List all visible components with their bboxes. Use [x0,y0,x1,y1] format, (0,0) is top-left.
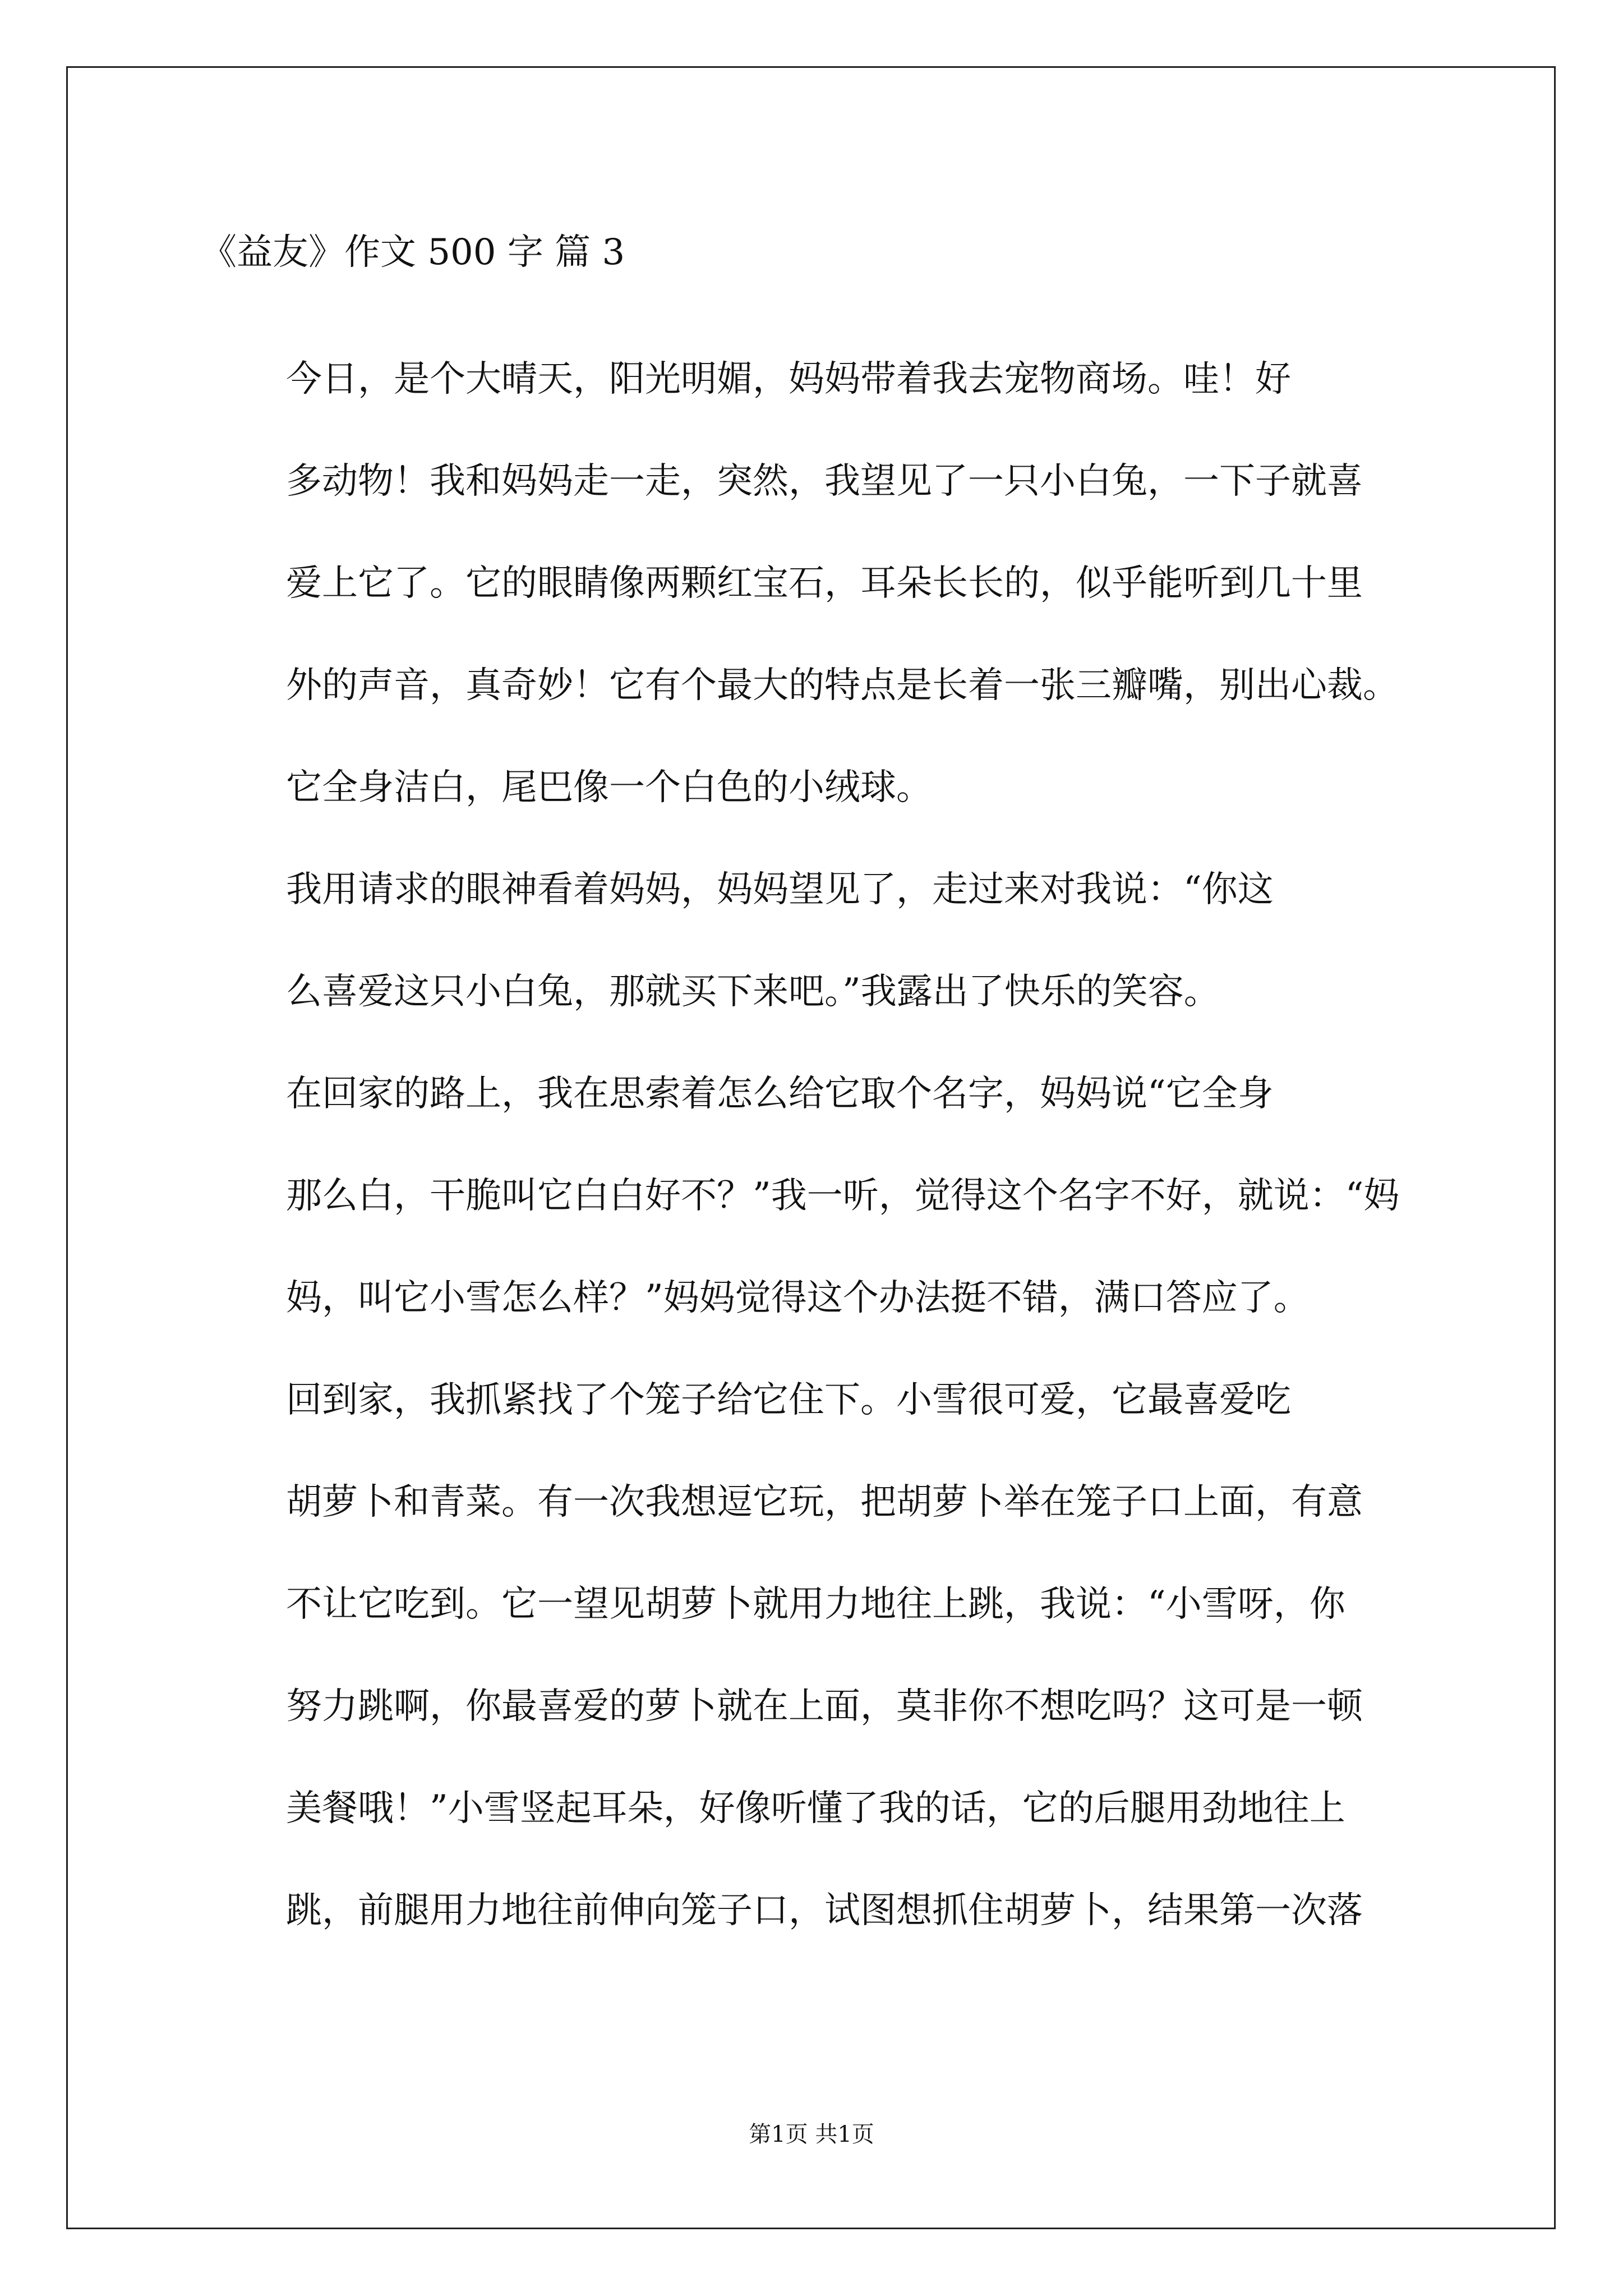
paragraph-2 [201,839,1468,1043]
text-line: 今日，是个大晴天，阳光明媚，妈妈带着我去宠物商场。哇！好 [286,358,1291,400]
text-line: 那么白，干脆叫它白白好不？”我一听，觉得这个名字不好，就说：“妈 [286,1175,1400,1217]
text-line: 在回家的路上，我在思索着怎么给它取个名字，妈妈说“它全身 [286,1073,1274,1115]
text-line: 不让它吃到。它一望见胡萝卜就用力地往上跳，我说：“小雪呀，你 [286,1584,1345,1625]
text-line: 多动物！我和妈妈走一走，突然，我望见了一只小白兔，一下子就喜 [286,461,1363,502]
page-number-footer: 第1页 共1页 [749,2122,874,2147]
text-line: 胡萝卜和青菜。有一次我想逗它玩，把胡萝卜举在笼子口上面，有意 [286,1481,1363,1523]
text-line: 美餐哦！”小雪竖起耳朵，好像听懂了我的话，它的后腿用劲地往上 [286,1788,1345,1829]
paragraph-1 [201,328,1468,839]
document-title: 《益友》作文 500 字 篇 3 [201,232,625,273]
text-line: 跳，前腿用力地往前伸向笼子口，试图想抓住胡萝卜，结果第一次落 [286,1890,1363,1931]
document-body [201,328,1468,1962]
text-line: 么喜爱这只小白兔，那就买下来吧。”我露出了快乐的笑容。 [286,971,1220,1013]
text-line: 回到家，我抓紧找了个笼子给它住下。小雪很可爱，它最喜爱吃 [286,1379,1291,1421]
text-line: 爱上它了。它的眼睛像两颗红宝石，耳朵长长的，似乎能听到几十里 [286,563,1363,604]
text-line: 外的声音，真奇妙！它有个最大的特点是长着一张三瓣嘴，别出心裁。 [286,665,1399,706]
text-line: 它全身洁白，尾巴像一个白色的小绒球。 [286,767,932,808]
text-line: 努力跳啊，你最喜爱的萝卜就在上面，莫非你不想吃吗？这可是一顿 [286,1686,1363,1727]
paragraph-3 [201,1043,1468,1349]
paragraph-4 [201,1349,1468,1962]
text-line: 我用请求的眼神看着妈妈，妈妈望见了，走过来对我说：“你这 [286,869,1274,910]
text-line: 妈，叫它小雪怎么样？”妈妈觉得这个办法挺不错，满口答应了。 [286,1277,1310,1319]
